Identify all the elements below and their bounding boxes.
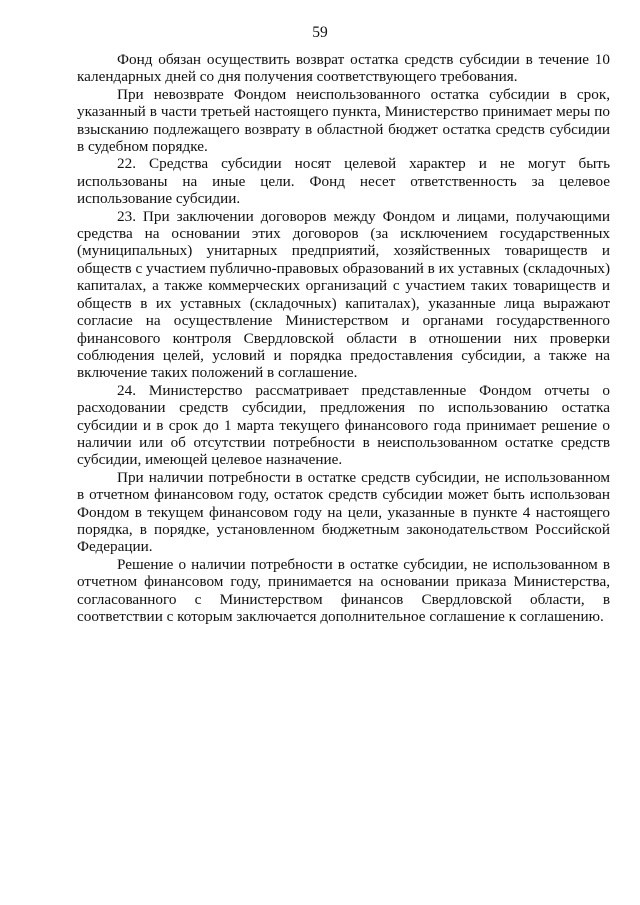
paragraph-decision-basis: Решение о наличии потребности в остатке субсидии, не использованном в отчетном финансовом году, принимается на основании приказа Министерства, согласованного с Министерством финансов Свердловской области, в соответствии с которым заключается дополнительное соглашение к соглашению. <box>77 555 610 625</box>
page-number: 59 <box>312 24 328 41</box>
paragraph-clause-22: 22. Средства субсидии носят целевой характер и не могут быть использованы на иные цели. Фонд несет ответственность за целевое использование субсидии. <box>77 155 610 208</box>
paragraph-clause-23: 23. При заключении договоров между Фондом и лицами, получающими средства на основании этих договоров (за исключением государственных (муниципальных) унитарных предприятий, хозяйственных товариществ и обществ с участием публично-правовых образований в их уставных (складочных) капиталах, а также коммерческих организаций с участием таких товариществ и обществ в их уставных (складочных) капиталах), указанные лица выражают согласие на осуществление Министерством и органами государственного финансового контроля Свердловской области в отношении них проверки соблюдения целей, условий и порядка предоставления субсидии, а также на включение таких положений в соглашение. <box>77 207 610 382</box>
paragraph-clause-24: 24. Министерство рассматривает представленные Фондом отчеты о расходовании средств субсидии, предложения по использованию остатка субсидии и в срок до 1 марта текущего финансового года принимает решение о наличии или об отсутствии потребности в неиспользованном остатке средств субсидии, имеющей целевое назначение. <box>77 381 610 469</box>
paragraph-non-return-measures: При невозврате Фондом неиспользованного остатка субсидии в срок, указанный в части третьей настоящего пункта, Министерство принимает меры по взысканию подлежащего возврату в областной бюджет остатка средств субсидии в судебном порядке. <box>77 85 610 156</box>
paragraph-refund-obligation: Фонд обязан осуществить возврат остатка средств субсидии в течение 10 календарных дней со дня получения соответствующего требования. <box>77 51 610 86</box>
document-body <box>77 51 610 625</box>
paragraph-remaining-funds-use: При наличии потребности в остатке средств субсидии, не использованном в отчетном финансовом году, остаток средств субсидии может быть использован Фондом в текущем финансовом году на цели, указанные в пункте 4 настоящего порядка, в порядке, установленном бюджетным законодательством Российской Федерации. <box>77 468 610 556</box>
